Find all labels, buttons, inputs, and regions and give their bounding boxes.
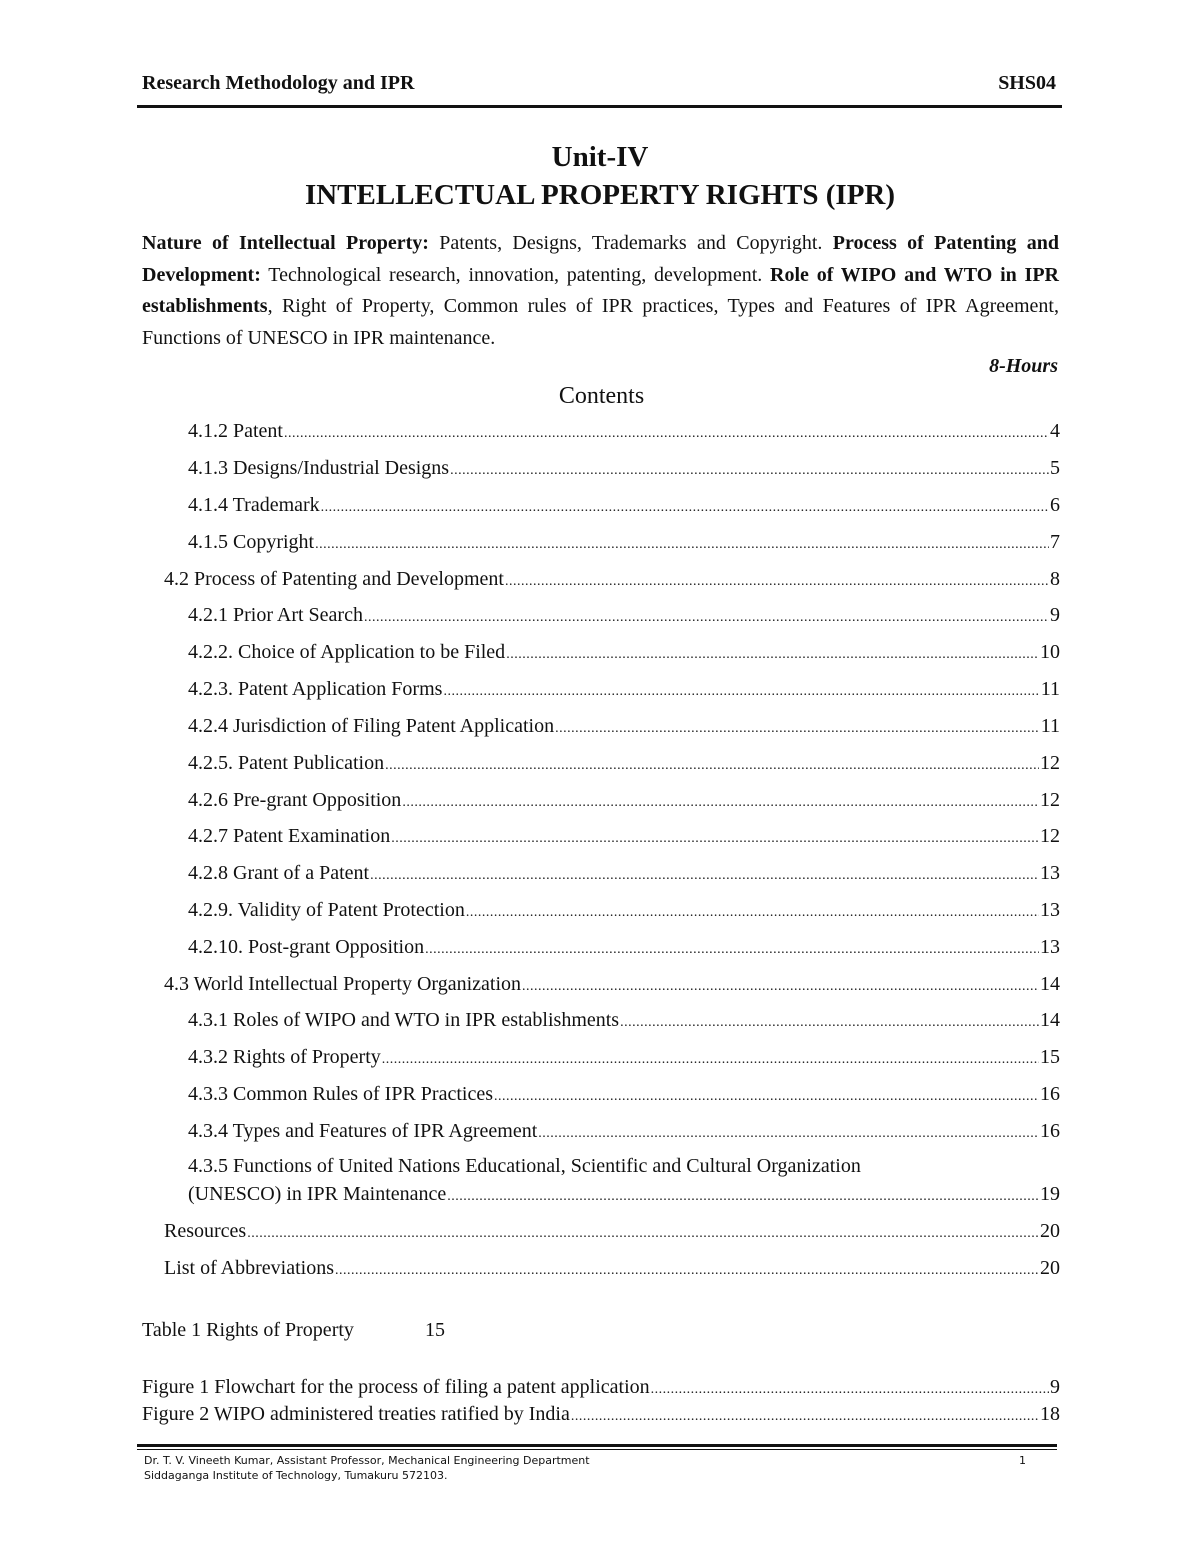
footer-author: Dr. T. V. Vineeth Kumar, Assistant Professor, Mechanical Engineering Department	[144, 1454, 590, 1467]
intro-heading-1: Nature of Intellectual Property:	[142, 232, 429, 254]
toc-leader	[466, 897, 1039, 923]
toc-entry[interactable]	[188, 455, 1060, 481]
toc-entry-label: 4.3.4 Types and Features of IPR Agreement	[188, 1120, 538, 1142]
toc-leader	[391, 823, 1039, 849]
toc-entry-label: List of Abbreviations	[164, 1257, 334, 1279]
toc-entry-page: 9	[1050, 604, 1060, 626]
toc-entry-page: 20	[1040, 1220, 1060, 1242]
intro-text-3: , Right of Property, Common rules of IPR practices, Types and Features of IPR Agreement, Functions of UNESCO in IPR maintenance.	[142, 295, 1059, 349]
toc-entry-page: 13	[1040, 936, 1060, 958]
toc-entry-page: 13	[1040, 899, 1060, 921]
page-footer	[144, 1453, 1026, 1483]
toc-entry[interactable]	[188, 529, 1060, 555]
figure-entry-page: 18	[1040, 1403, 1060, 1425]
toc-leader	[402, 787, 1039, 813]
toc-entry-page: 19	[1040, 1183, 1060, 1205]
toc-entry[interactable]	[164, 566, 1060, 592]
toc-leader	[450, 455, 1049, 481]
toc-entry-label: 4.3.3 Common Rules of IPR Practices	[188, 1083, 493, 1105]
list-of-tables-page: 15	[425, 1319, 445, 1341]
toc-entry-label: 4.2.3. Patent Application Forms	[188, 678, 443, 700]
toc-entry-page: 8	[1050, 568, 1060, 590]
list-of-tables-entry[interactable]: Table 1 Rights of Property	[142, 1319, 354, 1341]
toc-entry-page: 12	[1040, 752, 1060, 774]
footer-rule-thin	[137, 1449, 1057, 1450]
footer-rule	[137, 1444, 1057, 1447]
toc-entry[interactable]	[188, 897, 1060, 923]
toc-entry-label: 4.2.7 Patent Examination	[188, 825, 391, 847]
toc-leader	[571, 1401, 1039, 1427]
toc-entry[interactable]	[164, 1255, 1060, 1281]
toc-leader	[247, 1218, 1039, 1244]
toc-entry[interactable]	[188, 1118, 1060, 1144]
toc-entry-page: 7	[1050, 531, 1060, 553]
toc-entry[interactable]	[188, 1044, 1060, 1070]
toc-leader	[443, 676, 1039, 702]
toc-entry-label: 4.2 Process of Patenting and Development	[164, 568, 504, 590]
footer-institute: Siddaganga Institute of Technology, Tumakuru 572103.	[144, 1469, 448, 1482]
toc-leader	[494, 1081, 1039, 1107]
toc-entry-page: 10	[1040, 641, 1060, 663]
contents-heading: Contents	[558, 383, 645, 409]
toc-leader	[447, 1181, 1039, 1207]
toc-leader	[522, 971, 1039, 997]
toc-entry-label: 4.1.5 Copyright	[188, 531, 315, 553]
toc-entry-label: 4.2.6 Pre-grant Opposition	[188, 789, 402, 811]
toc-entry-label: 4.1.2 Patent	[188, 420, 283, 442]
toc-entry-page: 12	[1040, 789, 1060, 811]
toc-entry-page: 4	[1050, 420, 1060, 442]
toc-entry-page: 6	[1050, 494, 1060, 516]
toc-entry-label: 4.1.4 Trademark	[188, 494, 320, 516]
toc-leader	[364, 602, 1049, 628]
toc-entry[interactable]	[188, 602, 1060, 628]
intro-heading-2: Process of Patenting and Development:	[142, 232, 1060, 286]
toc-entry-label: 4.2.10. Post-grant Opposition	[188, 936, 425, 958]
hours-label: 8-Hours	[989, 355, 1058, 377]
intro-text-2: Technological research, innovation, patenting, development.	[260, 263, 771, 286]
toc-entry-page: 20	[1040, 1257, 1060, 1279]
figure-entry-label: Figure 2 WIPO administered treaties ratified by India	[142, 1403, 570, 1425]
toc-entry-page: 12	[1040, 825, 1060, 847]
course-code: SHS04	[998, 72, 1056, 94]
list-of-figures-entry[interactable]	[142, 1401, 1060, 1427]
toc-leader	[321, 492, 1049, 518]
intro-heading-3: Role of WIPO and WTO in IPR establishments	[142, 263, 1059, 317]
toc-entry-label: 4.1.3 Designs/Industrial Designs	[188, 457, 450, 479]
toc-entry-page: 13	[1040, 862, 1060, 884]
toc-leader	[651, 1374, 1049, 1400]
toc-entry-label: 4.2.1 Prior Art Search	[188, 604, 363, 626]
toc-leader	[538, 1118, 1039, 1144]
toc-entry-page: 16	[1040, 1120, 1060, 1142]
toc-leader	[335, 1255, 1039, 1281]
toc-entry-page: 11	[1040, 678, 1060, 700]
toc-leader	[425, 934, 1039, 960]
toc-entry[interactable]	[188, 1081, 1060, 1107]
toc-entry-label: 4.2.5. Patent Publication	[188, 752, 385, 774]
toc-entry-label-line1[interactable]: 4.3.5 Functions of United Nations Educational, Scientific and Cultural Organization	[188, 1155, 861, 1177]
toc-leader	[506, 639, 1039, 665]
toc-leader	[370, 860, 1039, 886]
page-title: INTELLECTUAL PROPERTY RIGHTS (IPR)	[304, 179, 896, 211]
toc-entry-label: 4.3.2 Rights of Property	[188, 1046, 381, 1068]
toc-entry[interactable]	[188, 750, 1060, 776]
toc-entry-page: 11	[1040, 715, 1060, 737]
toc-entry-label: Resources	[164, 1220, 247, 1242]
toc-entry-page: 5	[1050, 457, 1060, 479]
toc-entry[interactable]	[164, 971, 1060, 997]
toc-entry-label: 4.2.8 Grant of a Patent	[188, 862, 370, 884]
toc-entry[interactable]	[188, 676, 1060, 702]
list-of-figures-entry[interactable]	[142, 1374, 1060, 1400]
toc-entry-page: 16	[1040, 1083, 1060, 1105]
toc-entry[interactable]	[188, 1181, 1060, 1207]
toc-entry[interactable]	[164, 1218, 1060, 1244]
toc-entry[interactable]	[188, 492, 1060, 518]
toc-entry-page: 15	[1040, 1046, 1060, 1068]
toc-leader	[555, 713, 1040, 739]
page-number: 1	[1019, 1454, 1026, 1467]
toc-entry[interactable]	[188, 418, 1060, 444]
toc-leader	[315, 529, 1049, 555]
toc-entry-label: 4.2.2. Choice of Application to be Filed	[188, 641, 506, 663]
toc-leader	[382, 1044, 1039, 1070]
toc-entry-label: 4.3 World Intellectual Property Organization	[164, 973, 522, 995]
toc-entry[interactable]	[188, 639, 1060, 665]
course-title: Research Methodology and IPR	[142, 72, 415, 94]
figure-entry-page: 9	[1050, 1376, 1060, 1398]
toc-leader	[505, 566, 1049, 592]
toc-leader	[385, 750, 1039, 776]
toc-entry-label: 4.2.9. Validity of Patent Protection	[188, 899, 465, 921]
toc-entry-label: (UNESCO) in IPR Maintenance	[188, 1183, 447, 1205]
toc-entry[interactable]	[188, 823, 1060, 849]
toc-entry[interactable]	[188, 787, 1060, 813]
toc-entry[interactable]	[188, 860, 1060, 886]
toc-entry[interactable]	[188, 934, 1060, 960]
unit-heading: Unit-IV	[551, 141, 649, 173]
toc-entry-label: 4.3.1 Roles of WIPO and WTO in IPR establishments	[188, 1009, 620, 1031]
toc-entry-label: 4.2.4 Jurisdiction of Filing Patent Application	[188, 715, 555, 737]
toc-entry[interactable]	[188, 1007, 1060, 1033]
toc-leader	[284, 418, 1049, 444]
toc-entry[interactable]	[188, 713, 1060, 739]
figure-entry-label: Figure 1 Flowchart for the process of filing a patent application	[142, 1376, 650, 1398]
toc-entry-page: 14	[1040, 973, 1060, 995]
toc-leader	[620, 1007, 1039, 1033]
intro-text-1: Patents, Designs, Trademarks and Copyright.	[428, 232, 833, 254]
toc-entry-page: 14	[1040, 1009, 1060, 1031]
